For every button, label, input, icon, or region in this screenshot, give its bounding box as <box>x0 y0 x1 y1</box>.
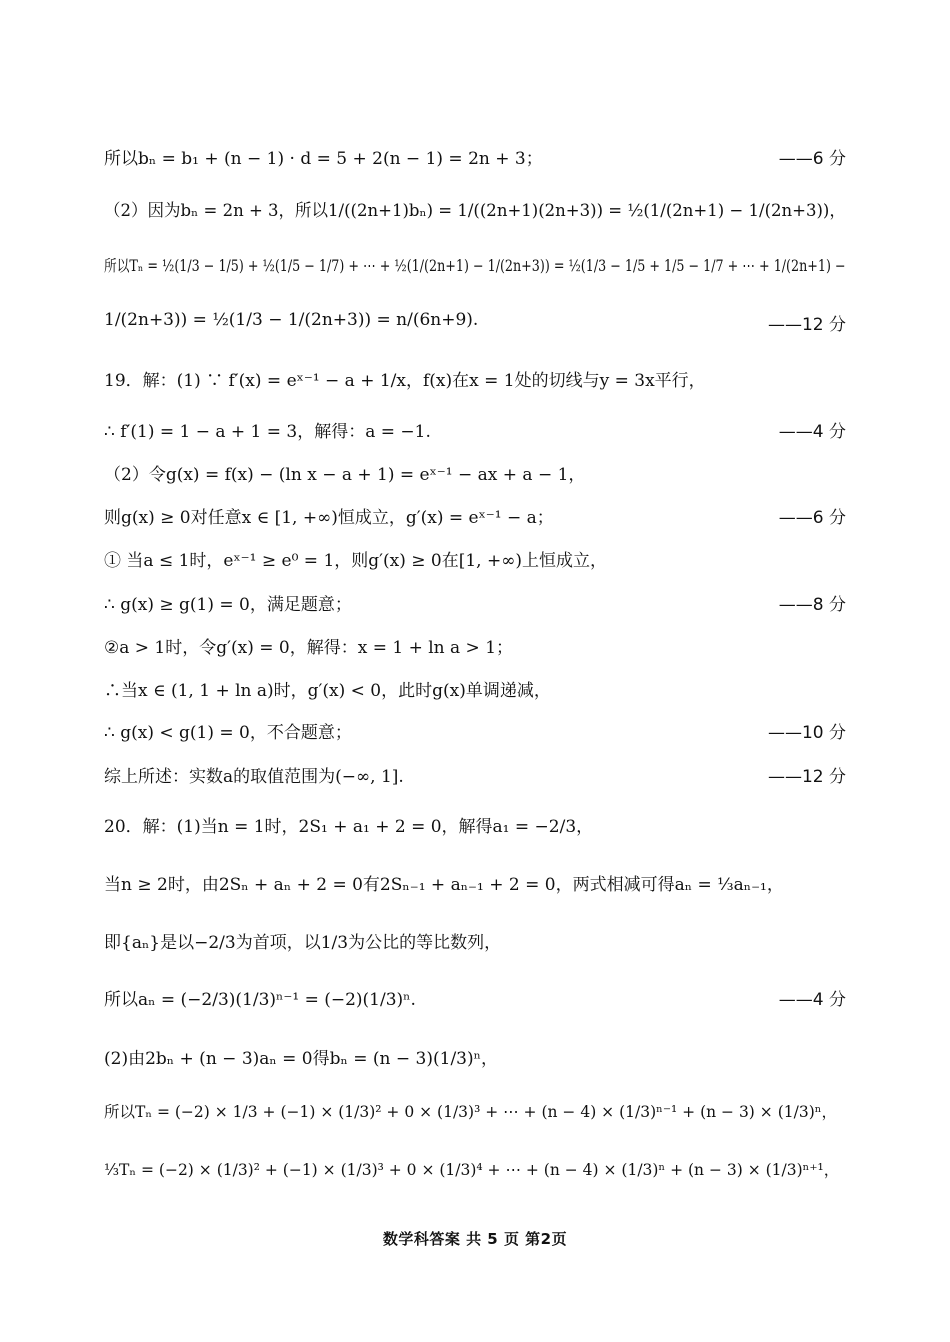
line-text: ∴ g(x) < g(1) = 0，不合题意； <box>104 723 352 743</box>
line-text: 19．解：(1) ∵ f′(x) = eˣ⁻¹ − a + 1/x，f(x)在x = 1处的切线与y = 3x平行， <box>104 371 706 391</box>
score-mark: ——12 分 <box>767 767 846 787</box>
line-text: (2)由2bₙ + (n − 3)aₙ = 0得bₙ = (n − 3)(1/3)ⁿ， <box>104 1049 498 1069</box>
score-mark: ——8 分 <box>778 595 846 615</box>
line-text: ① 当a ≤ 1时，eˣ⁻¹ ≥ e⁰ = 1，则g′(x) ≥ 0在[1, +∞)上恒成立， <box>104 551 608 571</box>
line-text: 所以Tₙ = ½(1/3 − 1/5) + ½(1/5 − 1/7) + ⋯ + ½(1/(2n+1) − 1/(2n+3)) = ½(1/3 − 1/5 + 1/5 − 1/7 + ⋯ + 1/(2n+1) − <box>104 257 846 275</box>
score-mark: ——6 分 <box>778 508 846 528</box>
line-text: 1/(2n+3)) = ½(1/3 − 1/(2n+3)) = n/(6n+9). <box>104 310 479 330</box>
score-mark: ——10 分 <box>767 723 846 743</box>
line-text: （2）因为bₙ = 2n + 3，所以1/((2n+1)bₙ) = 1/((2n+1)(2n+3)) = ½(1/(2n+1) − 1/(2n+3))， <box>104 201 846 221</box>
line-text: 综上所述：实数a的取值范围为(−∞, 1]. <box>104 767 404 787</box>
line-text: ②a > 1时，令g′(x) = 0，解得：x = 1 + ln a > 1； <box>104 638 514 658</box>
score-mark: ——6 分 <box>778 149 846 169</box>
line-text: 所以bₙ = b₁ + (n − 1) · d = 5 + 2(n − 1) = 2n + 3； <box>104 149 543 169</box>
line-text: 则g(x) ≥ 0对任意x ∈ [1, +∞)恒成立，g′(x) = eˣ⁻¹ − a； <box>104 508 554 528</box>
score-mark: ——4 分 <box>778 990 846 1010</box>
line-text: 所以Tₙ = (−2) × 1/3 + (−1) × (1/3)² + 0 × (1/3)³ + ⋯ + (n − 4) × (1/3)ⁿ⁻¹ + (n − 3) × (1/3)ⁿ， <box>104 1103 837 1121</box>
score-mark: ——4 分 <box>778 422 846 442</box>
line-text: 20．解：(1)当n = 1时，2S₁ + a₁ + 2 = 0，解得a₁ = −2/3， <box>104 817 594 837</box>
page-footer: 数学科答案 共 5 页 第2页 <box>382 1230 568 1248</box>
line-text: 当n ≥ 2时，由2Sₙ + aₙ + 2 = 0有2Sₙ₋₁ + aₙ₋₁ + 2 = 0，两式相减可得aₙ = ⅓aₙ₋₁， <box>104 875 784 895</box>
score-mark: ——12 分 <box>767 315 846 335</box>
line-text: ⅓Tₙ = (−2) × (1/3)² + (−1) × (1/3)³ + 0 × (1/3)⁴ + ⋯ + (n − 4) × (1/3)ⁿ + (n − 3) × (1/3)ⁿ⁺¹， <box>104 1161 840 1179</box>
line-text: ∴ g(x) ≥ g(1) = 0，满足题意； <box>104 595 352 615</box>
line-text: ∴当x ∈ (1, 1 + ln a)时，g′(x) < 0，此时g(x)单调递减， <box>104 681 551 701</box>
line-text: 即{aₙ}是以−2/3为首项，以1/3为公比的等比数列， <box>104 933 502 953</box>
line-text: （2）令g(x) = f(x) − (ln x − a + 1) = eˣ⁻¹ − ax + a − 1， <box>104 465 586 485</box>
line-text: ∴ f′(1) = 1 − a + 1 = 3，解得：a = −1. <box>104 422 431 442</box>
line-text: 所以aₙ = (−2/3)(1/3)ⁿ⁻¹ = (−2)(1/3)ⁿ. <box>104 990 416 1010</box>
